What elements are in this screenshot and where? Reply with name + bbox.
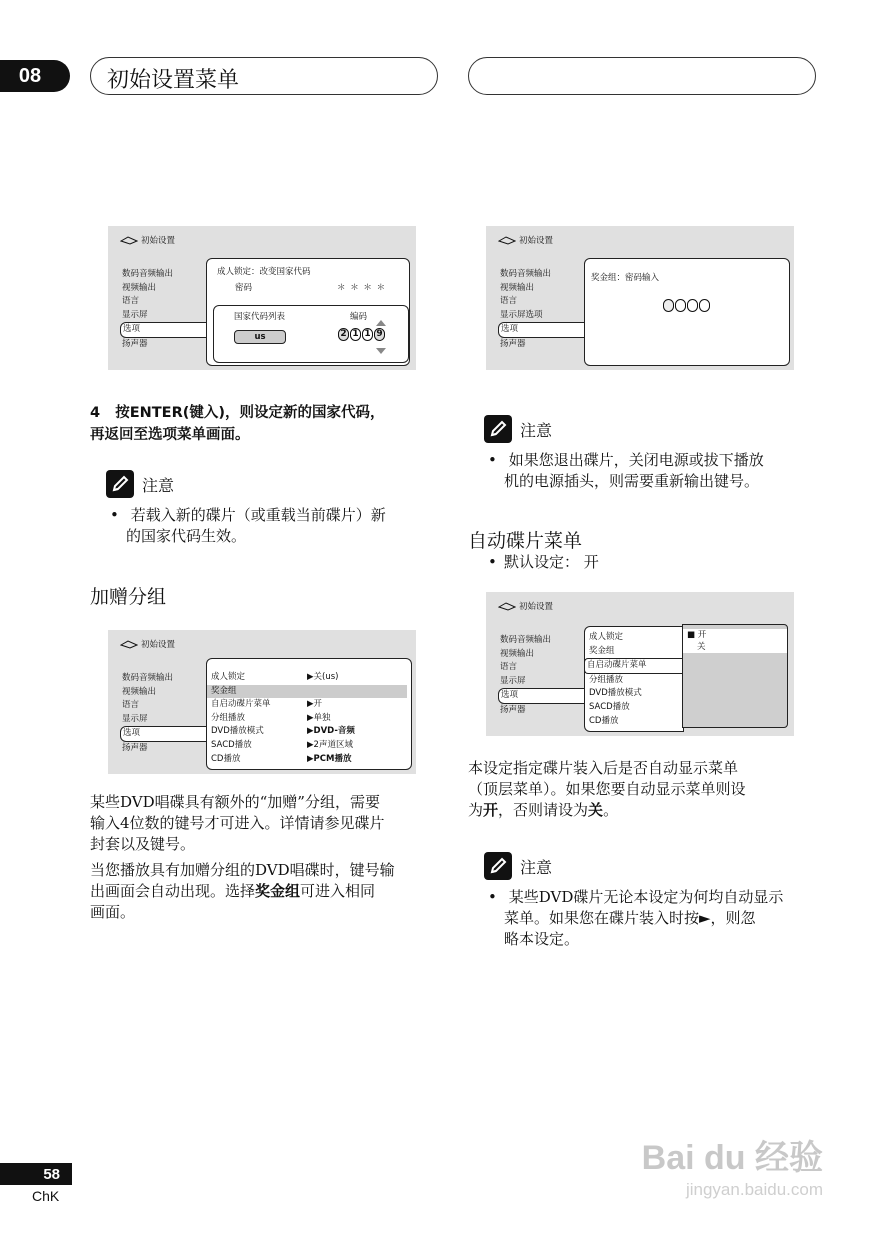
bonus-paragraph-1: [90, 792, 440, 855]
screen-title: [498, 234, 553, 246]
note-text: 机的电源插头，则需要重新输出键号。: [504, 472, 760, 490]
menu-item: 扬声器: [122, 742, 148, 753]
note-2-bullet: [484, 450, 814, 492]
note-text: 菜单。如果您在碟片装入时按►，则忽: [504, 909, 756, 927]
menu-item-selected: 选项: [498, 688, 594, 704]
password-box: [675, 299, 686, 312]
menu-item: 视频输出: [500, 282, 535, 293]
pencil-icon: [484, 415, 512, 443]
step-number: 4: [90, 405, 101, 421]
option-label: CD播放: [211, 753, 241, 764]
code-list-label: 国家代码列表: [234, 312, 286, 322]
code-digit: 1: [350, 328, 361, 341]
password-value: ＊ ＊ ＊ ＊: [337, 283, 387, 293]
screenshot-bonus-password: [486, 226, 794, 370]
menu-item: 视频输出: [122, 686, 157, 697]
menu-item: 语言: [500, 296, 518, 307]
note-1-bullet: [106, 505, 436, 547]
menu-item: 语言: [122, 700, 140, 711]
code-list-box: [213, 305, 409, 363]
option-row[interactable]: [207, 739, 411, 753]
screen-title-text: 初始设置: [141, 236, 176, 246]
note-heading: [484, 852, 552, 880]
panel-title: 奖金组：密码输入: [591, 273, 660, 283]
para-line: 封套以及键号。: [90, 835, 196, 853]
option-label: 奖金组: [211, 685, 237, 696]
para-bold: 开: [483, 801, 499, 819]
menu-item: 显示屏: [500, 675, 526, 686]
menu-item-selected: 选项: [498, 322, 594, 338]
screen-menu: [120, 672, 216, 756]
screen-title-text: 初始设置: [519, 236, 554, 246]
para-bold: 关: [588, 801, 604, 819]
arrow-right-icon: ▶: [307, 672, 314, 682]
selected-marker-icon: ■: [687, 630, 698, 640]
choice-label: 关: [697, 642, 706, 652]
option-label: DVD播放模式: [211, 726, 264, 737]
option-label: 自启动碟片菜单: [211, 699, 271, 710]
note-3-bullet: [484, 887, 814, 950]
note-text: 某些DVD碟片无论本设定为何均自动显示: [508, 888, 784, 906]
option-row[interactable]: [207, 753, 411, 767]
para-line: （顶层菜单）。如果您要自动显示菜单则设: [468, 780, 746, 798]
options-panel: [584, 626, 684, 732]
menu-item: 数码音频输出: [500, 269, 552, 279]
screenshot-auto-disc-menu: [486, 592, 794, 736]
option-row-highlighted[interactable]: [207, 685, 407, 699]
arrow-right-icon: ▶: [307, 739, 314, 750]
option-row[interactable]: [207, 671, 411, 685]
code-label: 编码: [350, 312, 368, 322]
option-row[interactable]: [207, 698, 411, 712]
option-row[interactable]: CD播放: [589, 715, 619, 726]
option-value: 关(us): [313, 672, 339, 682]
para-text: 为: [468, 801, 484, 819]
header-empty-pill: [468, 57, 816, 95]
menu-item: 扬声器: [500, 338, 526, 349]
auto-menu-paragraph: [468, 758, 818, 821]
para-text: 出画面会自动出现。选择: [90, 882, 256, 900]
options-panel: [206, 658, 412, 770]
screen-title: [498, 600, 553, 612]
menu-item: 语言: [500, 662, 518, 673]
disc-icon: [498, 236, 516, 245]
option-label: 分组播放: [211, 712, 246, 723]
step-4: [90, 402, 440, 446]
menu-item: 扬声器: [500, 704, 526, 715]
menu-item-selected: 选项: [120, 322, 216, 338]
chapter-title: 初始设置菜单: [90, 57, 438, 95]
para-text: 。: [603, 801, 619, 819]
para-line: 当您播放具有加赠分组的DVD唱碟时，键号输: [90, 861, 395, 879]
para-line: [468, 800, 818, 821]
note-text: 若载入新的碟片（或重载当前碟片）新: [130, 506, 386, 524]
disc-icon: [120, 236, 138, 245]
password-box: [699, 299, 710, 312]
arrow-right-icon: ▶: [307, 712, 314, 723]
note-text: 如果您退出碟片，关闭电源或拔下播放: [508, 451, 764, 469]
note-text: 的国家代码生效。: [126, 527, 247, 545]
screenshot-bonus-group: [108, 630, 416, 774]
para-line: 画面。: [90, 903, 136, 921]
note-label: 注意: [520, 857, 553, 877]
bonus-paragraph-2: [90, 860, 440, 923]
note-text: 略本设定。: [504, 930, 580, 948]
para-line: 输入4位数的键号才可进入。详情请参见碟片: [90, 814, 385, 832]
choice-label: 开: [697, 630, 707, 640]
country-code-panel: [206, 258, 410, 366]
page-number: 58: [0, 1163, 72, 1185]
option-row[interactable]: [207, 712, 411, 726]
screen-title: [120, 234, 175, 246]
para-line: 某些DVD唱碟具有额外的“加赠”分组，需要: [90, 793, 380, 811]
arrow-right-icon: ▶: [307, 699, 314, 710]
panel-title: 成人锁定：改变国家代码: [217, 267, 311, 277]
chapter-badge: 08: [0, 60, 70, 92]
option-row[interactable]: DVD播放模式: [589, 688, 642, 699]
menu-item: 显示屏: [122, 713, 148, 724]
option-value: 单独: [313, 712, 331, 723]
password-box: [687, 299, 698, 312]
code-digit: 1: [362, 328, 373, 341]
screen-title-text: 初始设置: [141, 640, 176, 650]
option-row[interactable]: 分组播放: [589, 674, 624, 685]
choice[interactable]: [683, 641, 787, 653]
note-label: 注意: [142, 475, 175, 495]
option-value: PCM播放: [313, 753, 352, 764]
menu-item: 视频输出: [122, 282, 157, 293]
disc-icon: [498, 602, 516, 611]
choice-selected[interactable]: [683, 629, 787, 641]
menu-item: 显示屏选项: [500, 309, 543, 320]
option-label: 成人锁定: [211, 672, 246, 682]
screen-title: [120, 638, 175, 650]
note-label: 注意: [520, 420, 553, 440]
up-down-arrows-icon: [376, 320, 386, 354]
section-heading-auto-menu: 自动碟片菜单: [468, 530, 583, 552]
country-field[interactable]: [234, 330, 286, 344]
screen-title-text: 初始设置: [519, 602, 554, 612]
option-value: 2声道区域: [313, 739, 353, 750]
option-label: SACD播放: [211, 739, 252, 750]
password-boxes[interactable]: [663, 299, 710, 312]
screen-menu: [120, 268, 216, 352]
menu-item: 语言: [122, 296, 140, 307]
screenshot-country-code: [108, 226, 416, 370]
option-row[interactable]: 奖金组: [589, 645, 615, 656]
option-value: 开: [313, 699, 323, 710]
para-line: [90, 881, 440, 902]
screen-menu: [498, 268, 594, 352]
choice-panel: [682, 624, 788, 728]
option-row[interactable]: SACD播放: [589, 701, 630, 712]
menu-item: 显示屏: [122, 309, 148, 320]
option-row[interactable]: 成人锁定: [589, 632, 624, 642]
section-heading-bonus: 加赠分组: [90, 586, 167, 608]
menu-item: 数码音频输出: [122, 673, 174, 683]
default-setting: • 默认设定： 开: [484, 552, 814, 573]
arrow-right-icon: ▶: [307, 753, 314, 764]
menu-item: 数码音频输出: [500, 635, 552, 645]
language-code: ChK: [32, 1188, 60, 1204]
para-text: ，否则请设为: [498, 801, 589, 819]
para-line: 本设定指定碟片装入后是否自动显示菜单: [468, 759, 739, 777]
menu-item: 视频输出: [500, 648, 535, 659]
country-value: us: [254, 332, 266, 342]
menu-item: 扬声器: [122, 338, 148, 349]
option-value: DVD-音频: [313, 726, 355, 737]
code-digit: 2: [338, 328, 349, 341]
pencil-icon: [106, 470, 134, 498]
code-digit: 9: [374, 328, 385, 341]
para-bold: 奖金组: [255, 882, 301, 900]
para-text: 可进入相同: [300, 882, 376, 900]
note-heading: [484, 415, 552, 443]
baidu-watermark-url: jingyan.baidu.com: [685, 1180, 823, 1199]
screen-menu: [498, 634, 594, 718]
disc-icon: [120, 640, 138, 649]
step-text: 再返回至选项菜单画面。: [90, 427, 250, 443]
arrow-right-icon: ▶: [307, 726, 314, 737]
password-label: 密码: [235, 283, 253, 293]
menu-item: 数码音频输出: [122, 269, 174, 279]
pencil-icon: [484, 852, 512, 880]
password-box: [663, 299, 674, 312]
option-row[interactable]: [207, 725, 411, 739]
step-text: 按ENTER(键入)，则设定新的国家代码，: [115, 405, 385, 421]
baidu-watermark-logo: Bai du 经验: [641, 1139, 823, 1177]
option-row-selected[interactable]: 自启动碟片菜单: [584, 658, 683, 674]
note-heading: [106, 470, 174, 498]
password-panel: [584, 258, 790, 366]
menu-item-selected: 选项: [120, 726, 216, 742]
